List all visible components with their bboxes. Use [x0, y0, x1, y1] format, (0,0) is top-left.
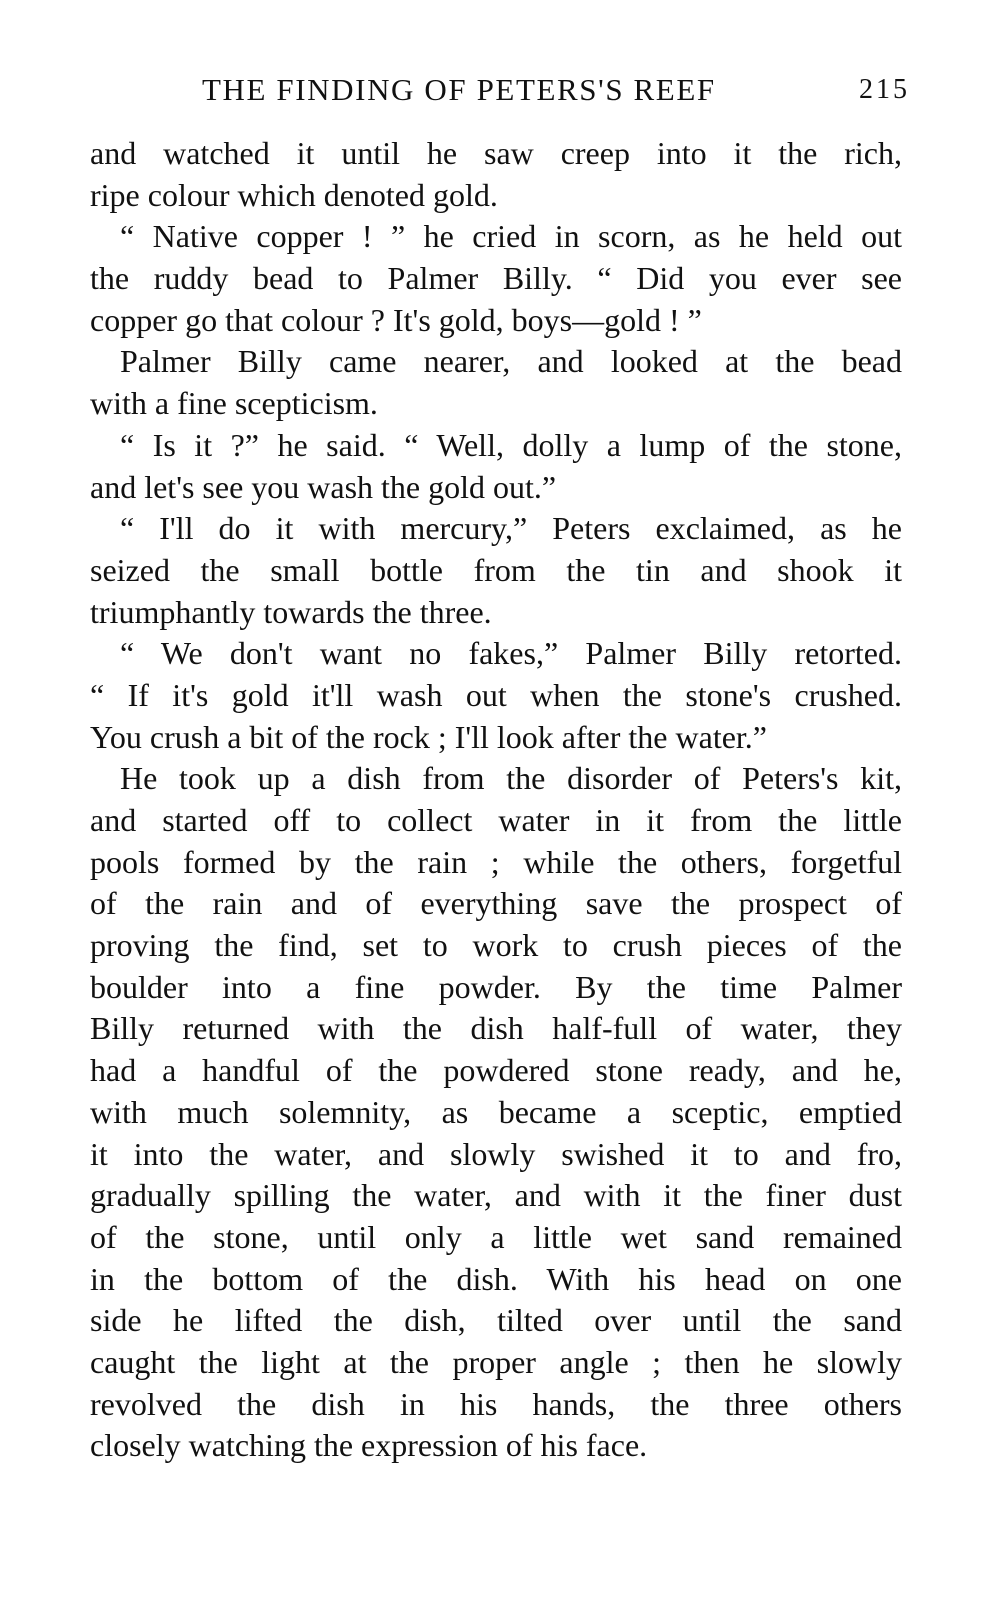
text-line: boulder into a fine powder. By the time Palmer — [90, 968, 902, 1005]
text-line: side he lifted the dish, tilted over until the sand — [90, 1302, 902, 1339]
text-line: caught the light at the proper angle ; then he slowly — [90, 1343, 902, 1380]
text-line: seized the small bottle from the tin and shook it — [90, 551, 902, 588]
text-line: ripe colour which denoted gold. — [90, 176, 498, 213]
text-line: revolved the dish in his hands, the three others — [90, 1385, 902, 1422]
text-line: Billy returned with the dish half-full of water, they — [90, 1010, 902, 1047]
text-line: You crush a bit of the rock ; I'll look after the water.” — [90, 718, 767, 755]
text-line: pools formed by the rain ; while the others, forgetful — [90, 843, 902, 880]
text-line: “ If it's gold it'll wash out when the stone's crushed. — [90, 676, 902, 713]
text-line: “ Is it ?” he said. “ Well, dolly a lump of the stone, — [120, 426, 902, 463]
text-line: gradually spilling the water, and with it the finer dust — [90, 1177, 902, 1214]
text-line: with much solemnity, as became a sceptic, emptied — [90, 1093, 902, 1130]
text-line: “ Native copper ! ” he cried in scorn, as he held out — [120, 218, 902, 255]
text-line: closely watching the expression of his face. — [90, 1427, 648, 1464]
text-line: “ We don't want no fakes,” Palmer Billy retorted. — [120, 635, 902, 672]
text-line: triumphantly towards the three. — [90, 593, 492, 630]
text-line: and started off to collect water in it from the little — [90, 802, 902, 838]
running-title: THE FINDING OF PETERS'S REEF — [202, 72, 716, 107]
page-number: 215 — [859, 74, 910, 105]
text-line: the ruddy bead to Palmer Billy. “ Did you ever see — [90, 260, 902, 297]
text-line: of the stone, until only a little wet sand remained — [90, 1218, 902, 1255]
text-line: copper go that colour ? It's gold, boys—gold ! ” — [90, 301, 702, 338]
text-line: Palmer Billy came nearer, and looked at the bead — [120, 343, 902, 380]
text-line: “ I'll do it with mercury,” Peters exclaimed, as he — [120, 510, 902, 547]
running-head — [90, 72, 910, 116]
text-line: proving the find, set to work to crush pieces of the — [90, 927, 902, 964]
text-line: He took up a dish from the disorder of Peters's kit, — [120, 760, 902, 797]
text-line: it into the water, and slowly swished it to and fro, — [90, 1135, 902, 1172]
text-line: in the bottom of the dish. With his head on one — [90, 1260, 902, 1297]
body-text — [90, 133, 902, 1467]
text-line: had a handful of the powdered stone ready, and he, — [90, 1052, 902, 1089]
text-line: and watched it until he saw creep into it the rich, — [90, 135, 902, 171]
text-line: and let's see you wash the gold out.” — [90, 468, 557, 505]
text-line: of the rain and of everything save the prospect of — [90, 885, 902, 922]
text-line: with a fine scepticism. — [90, 385, 378, 422]
